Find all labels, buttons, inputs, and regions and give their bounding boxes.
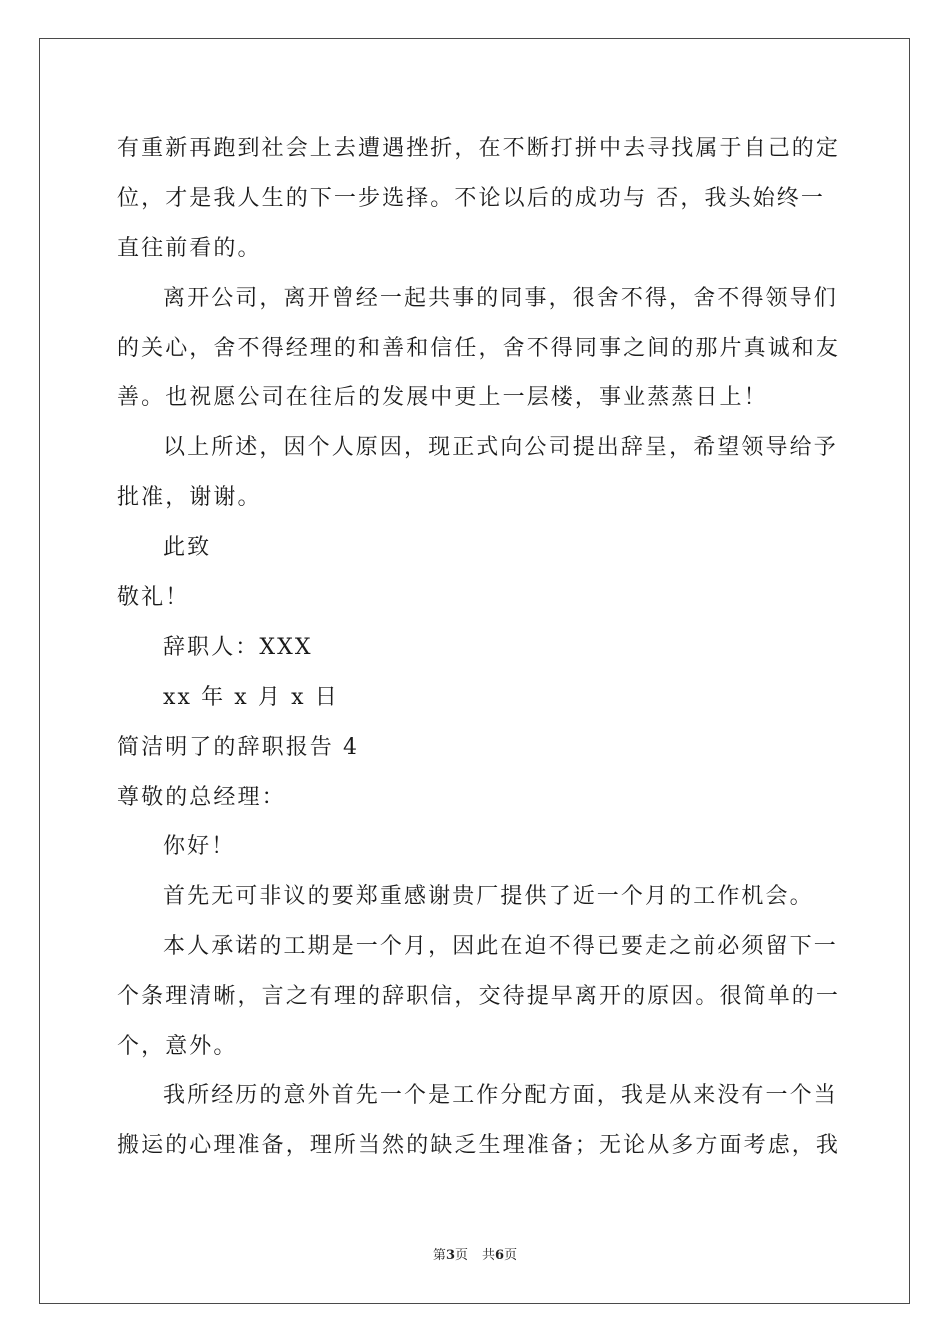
page-footer: [0, 1247, 950, 1265]
body-line: 有重新再跑到社会上去遭遇挫折，在不断打拼中去寻找属于自己的定: [117, 136, 841, 161]
body-line: 位，才是我人生的下一步选择。不论以后的成功与 否，我头始终一: [117, 186, 825, 211]
greeting: 你好！: [163, 834, 236, 859]
total-label-prefix: 共: [482, 1248, 496, 1263]
total-label-suffix: 页: [504, 1248, 518, 1263]
paragraph-start: 离开公司，离开曾经一起共事的同事，很舍不得，舍不得领导们: [163, 286, 838, 311]
paragraph-start: 以上所述，因个人原因，现正式向公司提出辞呈，希望领导给予: [163, 435, 838, 460]
page-number: 3: [445, 1248, 455, 1263]
paragraph-start: 首先无可非议的要郑重感谢贵厂提供了近一个月的工作机会。: [163, 884, 814, 909]
page-label-suffix: 页: [454, 1248, 468, 1263]
section-heading: 简洁明了的辞职报告 4: [117, 735, 360, 760]
paragraph-start: 我所经历的意外首先一个是工作分配方面，我是从来没有一个当: [163, 1083, 838, 1108]
closing-salutation: 此致: [163, 535, 212, 560]
paragraph-start: 本人承诺的工期是一个月，因此在迫不得已要走之前必须留下一: [163, 934, 838, 959]
total-pages: 6: [495, 1248, 505, 1263]
page-label-prefix: 第: [432, 1248, 446, 1263]
page-border: [39, 38, 910, 1304]
closing-regards: 敬礼！: [117, 585, 190, 610]
body-line: 直往前看的。: [117, 236, 262, 261]
signature-line: 辞职人：XXX: [163, 635, 313, 660]
body-line: 搬运的心理准备，理所当然的缺乏生理准备；无论从多方面考虑，我: [117, 1133, 841, 1158]
greeting-recipient: 尊敬的总经理：: [117, 785, 286, 810]
date-line: xx 年 x 月 x 日: [163, 685, 339, 710]
body-line: 个，意外。: [117, 1034, 238, 1059]
body-line: 个条理清晰，言之有理的辞职信，交待提早离开的原因。很简单的一: [117, 984, 841, 1009]
body-line: 善。也祝愿公司在往后的发展中更上一层楼，事业蒸蒸日上！: [117, 385, 768, 410]
body-line: 批准，谢谢。: [117, 485, 262, 510]
body-line: 的关心，舍不得经理的和善和信任，舍不得同事之间的那片真诚和友: [117, 336, 841, 361]
